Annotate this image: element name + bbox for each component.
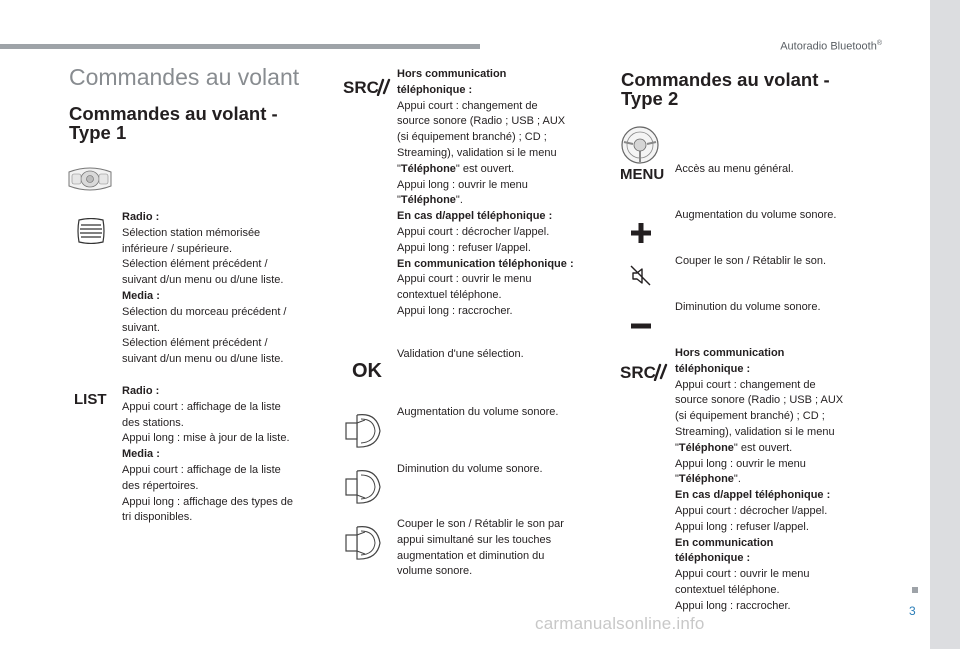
minus-button-description: Diminution du volume sonore. [675,301,821,313]
volume-down-paddle-icon [343,468,383,506]
phone-handset-icon [375,78,391,96]
mute-description: Couper le son / Rétablir le son par appui simultané sur les touches augmentation et diminution du volume sonore. [397,518,564,578]
menu-button-description: Accès au menu général. [675,163,794,175]
ok-button-label: OK [352,360,382,382]
scroll-wheel-icon [76,218,106,244]
menu-button-label: MENU [620,166,665,183]
steering-wheel-type2-icon [620,124,660,166]
scroll-wheel-description: Radio : Sélection station mémorisée inférieure / supérieure. Sélection élément précédent / suivant d/un menu ou d/une liste. Media : Sélection du morceau précédent / suivant. Sélection élément précédent / suivant d/un menu ou d/une liste. [122,211,287,366]
section-title-type1: Commandes au volant - Type 1 [69,103,278,143]
phone-handset-type2-icon [652,363,668,381]
running-header [780,40,882,53]
mute-paddle-icon [343,524,383,562]
volume-down-description: Diminution du volume sonore. [397,463,543,475]
ok-button-description: Validation d'une sélection. [397,348,524,360]
end-marker [912,587,918,593]
steering-wheel-type1-icon [66,166,114,192]
header-title: Autoradio Bluetooth [780,40,877,53]
src-button-description: Hors communication téléphonique : Appui court : changement de source sonore (Radio ; USB ; AUX (si équipement branché) ; CD ; Streaming), validation si le menu "Téléphone" est ouvert. Appui long : ouvrir le menu "Téléphone". En cas d/appel téléphonique : Appui court : décrocher l/appel. Appui long : refuser l/appel. En communication téléphonique : Appui court : ouvrir le menu contextuel téléphone. Appui long : raccrocher. [397,68,574,317]
watermark: carmanualsonline.info [535,614,705,633]
list-button-description: Radio : Appui court : affichage de la liste des stations. Appui long : mise à jour de la liste. Media : Appui court : affichage de la liste des répertoires. Appui long : affichage des types de tri disponibles. [122,385,294,524]
page-title: Commandes au volant [69,64,300,90]
section-title-type2: Commandes au volant - Type 2 [621,69,830,109]
page-number: 3 [909,604,916,618]
mute-button-description: Couper le son / Rétablir le son. [675,255,827,267]
header-registered-mark: ® [876,40,882,47]
src-button-label: SRC [343,78,379,97]
page-side-tab [930,0,960,649]
list-button-label: LIST [74,391,107,408]
volume-up-paddle-icon [343,412,383,450]
plus-icon [630,222,652,244]
volume-up-description: Augmentation du volume sonore. [397,406,559,418]
mute-speaker-icon [629,264,653,288]
src-button-type2-description: Hors communication téléphonique : Appui court : changement de source sonore (Radio ; USB ; AUX (si équipement branché) ; CD ; Streaming), validation si le menu "Téléphone" est ouvert. Appui long : ouvrir le menu "Téléphone". En cas d/appel téléphonique : Appui court : décrocher l/appel. Appui long : refuser l/appel. En communication téléphonique : Appui court : ouvrir le menu contextuel téléphone. Appui long : raccrocher. [675,347,844,612]
header-rule [0,44,480,49]
src-button-type2-label: SRC [620,363,656,382]
plus-button-description: Augmentation du volume sonore. [675,209,837,221]
minus-icon [630,322,652,330]
